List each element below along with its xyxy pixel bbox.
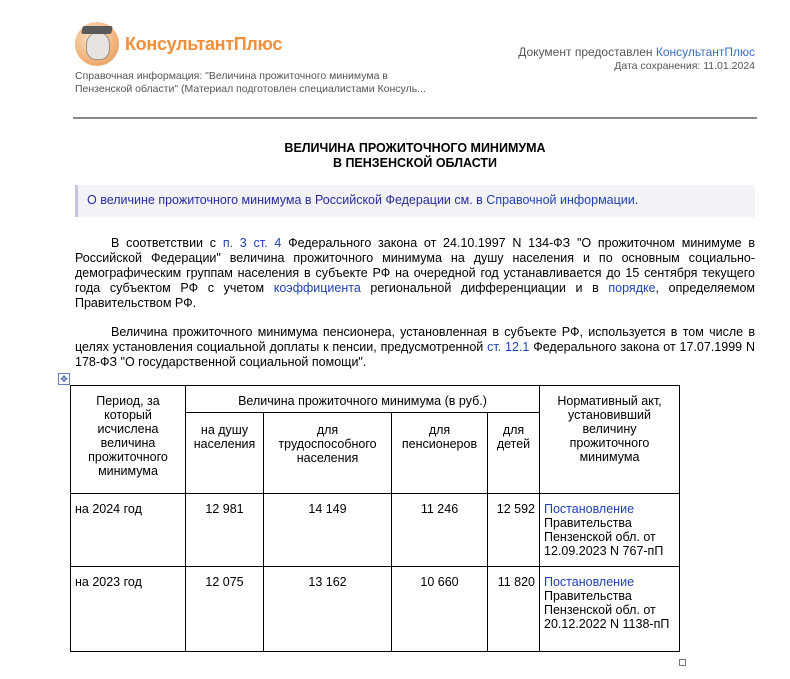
cell-children: 12 592 [488,494,540,567]
link-coefficient[interactable]: коэффициента [273,281,361,295]
cell-period: на 2024 год [71,494,186,567]
header-period: Период, за который исчислена величина прожиточного минимума [71,386,186,494]
header-children: для детей [488,413,540,494]
header-divider [73,117,757,119]
table-row [71,494,680,567]
header-pensioners: для пенсионеров [392,413,488,494]
link-item-3[interactable]: п. 3 [222,236,247,250]
subsistence-minimum-table [70,385,680,652]
p1-text-2 [247,236,254,250]
p1-text-3: Федерального закона от 24.10.1997 N 134-ФЗ "О прожиточном минимуме в Российской Федерации" величина прожиточного минимума на душу населения и по основным социально-демографическим группам населения в субъекте РФ на очередной год устанавливается до 15 сентября текущего года субъектом РФ с учетом [75,236,756,295]
table-resize-handle[interactable] [679,659,686,666]
act-link[interactable]: Постановление [544,575,635,589]
act-text: Правительства Пензенской обл. от 12.09.2023 N 767-пП [544,516,664,558]
cell-working-age: 13 162 [264,567,392,652]
link-procedure[interactable]: порядке [608,281,656,295]
logo-cap-shape [81,26,113,34]
reference-note [75,185,755,217]
table-header-row-1 [71,386,680,413]
provided-by-block [518,45,755,73]
note-text: О величине прожиточного минимума в Российской Федерации см. в [87,193,487,207]
table-row [71,567,680,652]
table-move-icon[interactable]: ✥ [58,373,70,385]
cell-pensioners: 11 246 [392,494,488,567]
logo-text: КонсультантПлюс [125,34,283,54]
note-end: . [634,193,639,207]
consultant-plus-logo [75,22,283,66]
p2-text-2: Федерального закона от 17.07.1999 N 178-ФЗ "О государственной социальной помощи". [75,340,755,369]
cell-pensioners: 10 660 [392,567,488,652]
consultant-plus-logo-icon [75,22,119,66]
document-title [75,141,755,171]
cell-normative-act [540,567,680,652]
header-value: Величина прожиточного минимума (в руб.) [186,386,540,413]
cell-per-capita: 12 981 [186,494,264,567]
cell-normative-act [540,494,680,567]
title-line-1: ВЕЛИЧИНА ПРОЖИТОЧНОГО МИНИМУМА [284,141,546,155]
cell-per-capita: 12 075 [186,567,264,652]
provided-by-label: Документ предоставлен [518,45,653,59]
header-working-age: для трудоспособного населения [264,413,392,494]
title-line-2: В ПЕНЗЕНСКОЙ ОБЛАСТИ [332,156,498,170]
logo-face-shape [86,32,110,60]
note-reference-link[interactable]: Справочной информации [486,193,635,207]
p1-text-4: региональной дифференциации и в [360,281,609,295]
saved-date: Дата сохранения: 11.01.2024 [614,60,755,72]
act-link[interactable]: Постановление [544,502,635,516]
link-article-12-1[interactable]: ст. 12.1 [487,340,530,354]
provided-brand-link[interactable]: КонсультантПлюс [655,45,755,59]
act-text: Правительства Пензенской обл. от 20.12.2022 N 1138-пП [544,589,670,631]
paragraph-2 [75,325,755,370]
reference-info: Справочная информация: "Величина прожиточного минимума в Пензенской области" (Материал подготовлен специалистами Консуль... [75,70,426,95]
header-per-capita: на душу населения [186,413,264,494]
header-normative-act: Нормативный акт, установивший величину прожиточного минимума [540,386,680,494]
paragraph-1 [75,236,755,311]
p1-text-5: , определяемом Правительством РФ. [75,281,756,310]
cell-period: на 2023 год [71,567,186,652]
cell-children: 11 820 [488,567,540,652]
link-article-4[interactable]: ст. 4 [253,236,282,250]
p1-text-1: В соответствии с [111,236,223,250]
p2-text-1: Величина прожиточного минимума пенсионера, установленная в субъекте РФ, используется в том числе в целях установления социальной доплаты к пенсии, предусмотренной [75,325,755,354]
cell-working-age: 14 149 [264,494,392,567]
